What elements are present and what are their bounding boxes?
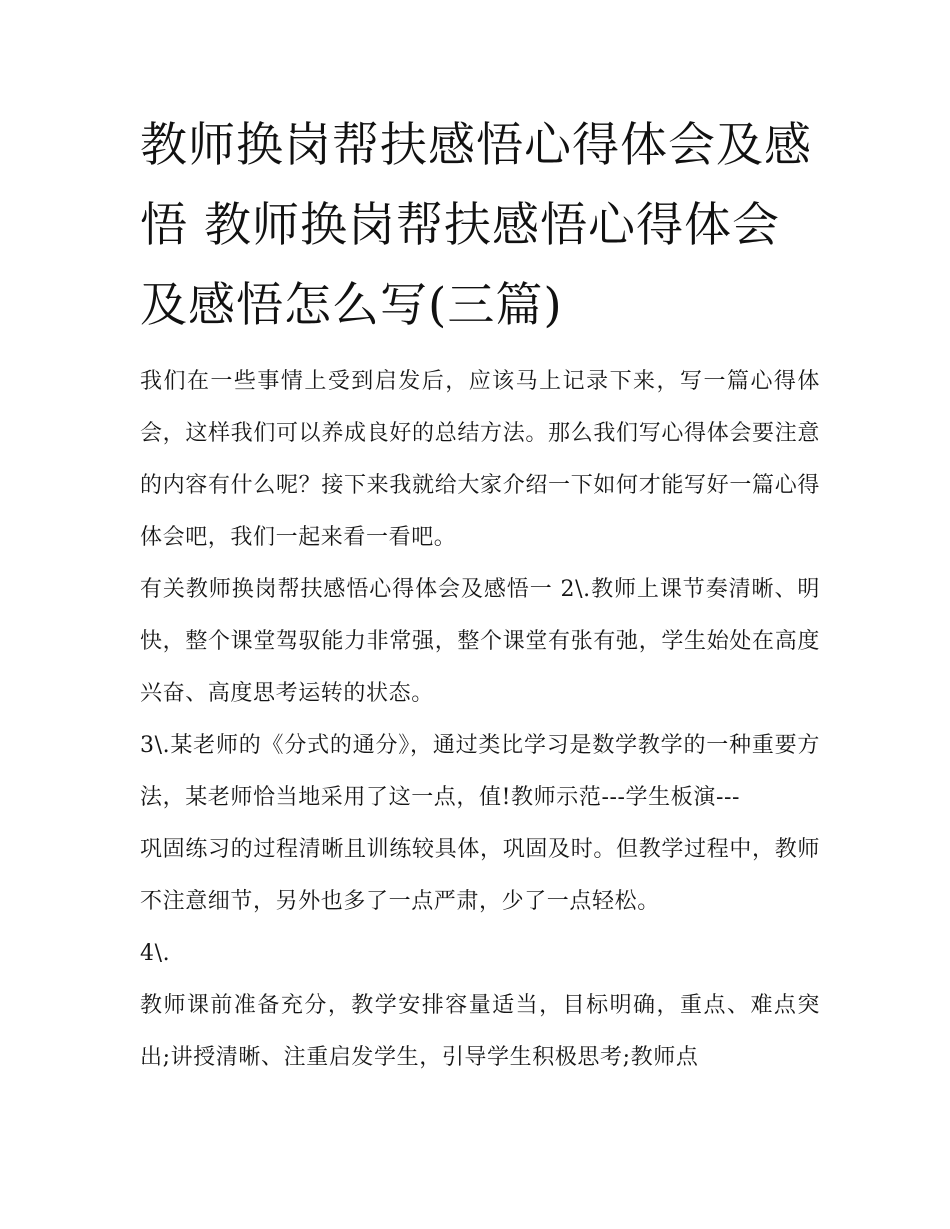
- paragraph-consolidation: 巩固练习的过程清晰且训练较具体，巩固及时。但教学过程中，教师不注意细节，另外也多了一点严肃，少了一点轻松。 4\.: [140, 837, 820, 966]
- paragraph-section-one: 有关教师换岗帮扶感悟心得体会及感悟一 2\.教师上课节奏清晰、明快，整个课堂驾驭能力非常强，整个课堂有张有弛，学生始处在高度兴奋、高度思考运转的状态。: [140, 577, 820, 706]
- document-title: 教师换岗帮扶感悟心得体会及感悟 教师换岗帮扶感悟心得体会及感悟怎么写(三篇): [140, 118, 812, 333]
- paragraph-item-4: 教师课前准备充分，教学安排容量适当，目标明确，重点、难点突出;讲授清晰、注重启发学生，引导学生积极思考;教师点: [140, 993, 820, 1070]
- paragraph-intro: 我们在一些事情上受到启发后，应该马上记录下来，写一篇心得体会，这样我们可以养成良好的总结方法。那么我们写心得体会要注意的内容有什么呢？接下来我就给大家介绍一下如何才能写好一篇心得体会吧，我们一起来看一看吧。: [140, 369, 820, 550]
- document-body: [140, 106, 820, 1084]
- paragraph-item-3: 3\.某老师的《分式的通分》，通过类比学习是数学教学的一种重要方法，某老师恰当地采用了这一点，值!教师示范---学生板演---: [140, 733, 820, 810]
